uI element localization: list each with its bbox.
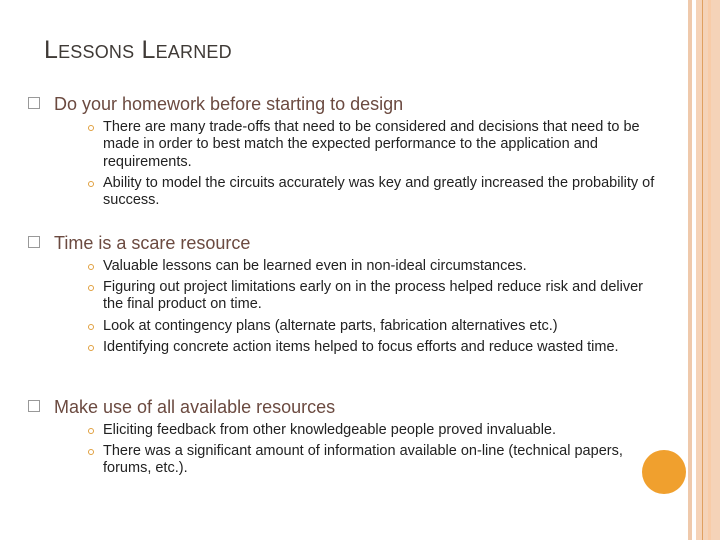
list-item xyxy=(88,318,663,335)
bullet-text: Eliciting feedback from other knowledgeable people proved invaluable. xyxy=(103,422,557,438)
bullet-text: Identifying concrete action items helped to focus efforts and reduce wasted time. xyxy=(103,339,619,355)
circle-bullet-icon xyxy=(88,264,94,270)
bullet-text: Valuable lessons can be learned even in non-ideal circumstances. xyxy=(103,258,527,274)
heading-text: Do your homework before starting to design xyxy=(54,94,404,114)
section-heading xyxy=(28,397,335,418)
circle-bullet-icon xyxy=(88,428,94,434)
heading-text: Time is a scare resource xyxy=(54,233,251,253)
circle-bullet-icon xyxy=(88,285,94,291)
circle-bullet-icon xyxy=(88,324,94,330)
decorative-circle xyxy=(642,450,686,494)
square-bullet-icon xyxy=(28,400,40,412)
heading-text: Make use of all available resources xyxy=(54,397,336,417)
border-stripe xyxy=(688,0,692,540)
circle-bullet-icon xyxy=(88,449,94,455)
circle-bullet-icon xyxy=(88,181,94,187)
square-bullet-icon xyxy=(28,236,40,248)
list-item xyxy=(88,443,633,478)
bullet-text: Ability to model the circuits accurately was key and greatly increased the probability of success. xyxy=(103,175,655,209)
list-item xyxy=(88,279,663,314)
bullet-text: Look at contingency plans (alternate parts, fabrication alternatives etc.) xyxy=(103,318,558,334)
border-stripe xyxy=(708,0,711,540)
list-item xyxy=(88,119,663,171)
list-item xyxy=(88,339,663,356)
circle-bullet-icon xyxy=(88,345,94,351)
section-heading xyxy=(28,233,250,254)
border-stripe xyxy=(702,0,703,540)
slide-title: Lessons Learned xyxy=(44,36,232,64)
bullet-text: There was a significant amount of information available on-line (technical papers, forums, etc.). xyxy=(103,443,623,477)
list-item xyxy=(88,175,663,210)
bullet-text: Figuring out project limitations early on in the process helped reduce risk and deliver the final product on time. xyxy=(103,279,644,313)
square-bullet-icon xyxy=(28,97,40,109)
circle-bullet-icon xyxy=(88,125,94,131)
list-item xyxy=(88,422,663,439)
section-heading xyxy=(28,94,403,115)
bullet-text: There are many trade-offs that need to be considered and decisions that need to be made in order to best match the expected performance to the application and requirements. xyxy=(103,119,640,170)
list-item xyxy=(88,258,663,275)
